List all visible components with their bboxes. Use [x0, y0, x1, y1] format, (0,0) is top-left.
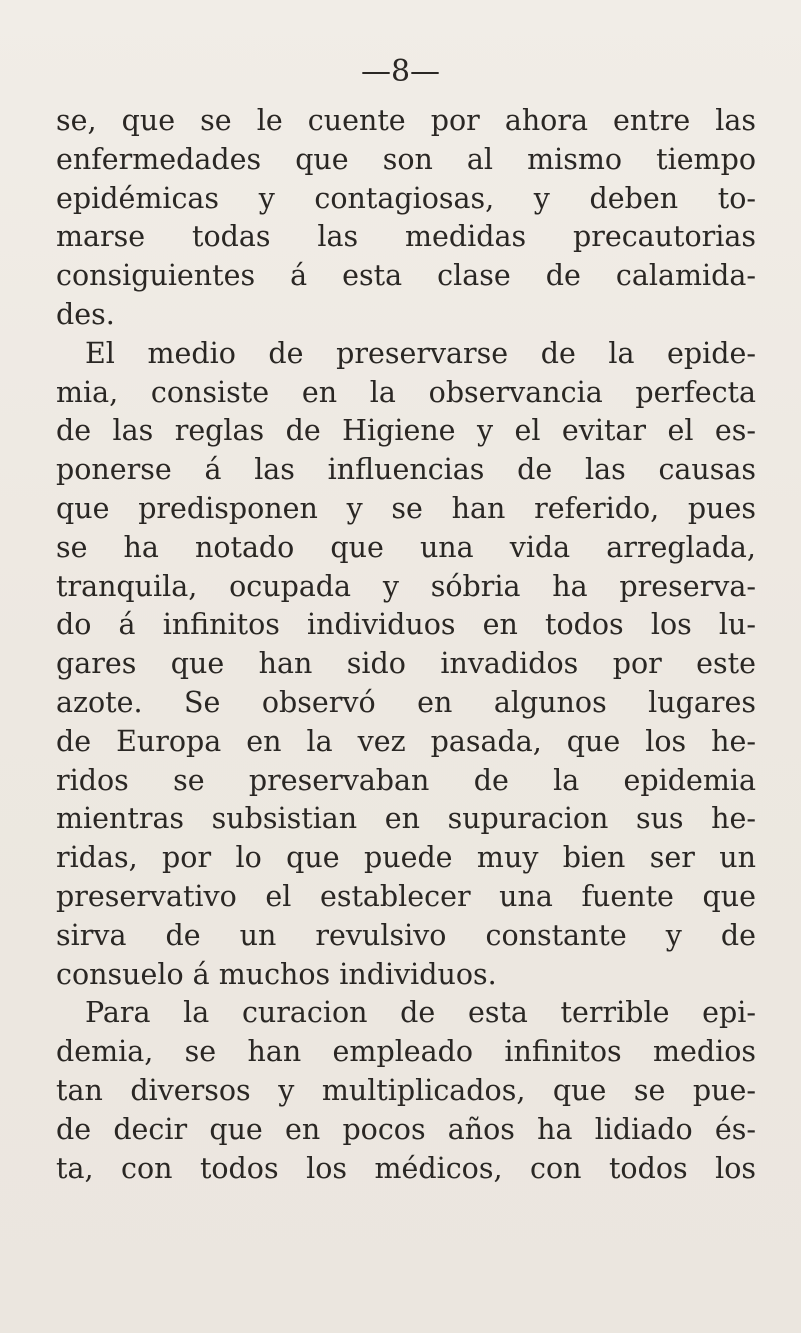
page-number: —8— [360, 54, 441, 89]
text-line: enfermedades que son al mismo tiempo [56, 142, 756, 176]
text-line: demia, se han empleado infinitos medios [56, 1035, 756, 1069]
text-line: azote. Se observó en algunos lugares [56, 685, 756, 719]
text-line: gares que han sido invadidos por este [56, 647, 756, 681]
text-line: ponerse á las influencias de las causas [56, 453, 756, 487]
paragraph-start-line: El medio de preservarse de la epide- [85, 336, 756, 370]
text-line: epidémicas y contagiosas, y deben to- [56, 181, 756, 215]
body-text [56, 102, 756, 1188]
text-line: preservativo el establecer una fuente que [56, 879, 756, 913]
text-line: se, que se le cuente por ahora entre las [56, 104, 756, 137]
text-line: marse todas las medidas precautorias [56, 220, 756, 254]
text-line: mia, consiste en la observancia perfecta [56, 375, 756, 409]
text-line: de decir que en pocos años ha lidiado és- [56, 1112, 756, 1146]
text-line: ta, con todos los médicos, con todos los [56, 1151, 756, 1185]
text-line: do á infinitos individuos en todos los lu- [56, 608, 756, 642]
text-line: tan diversos y multiplicados, que se pue- [56, 1073, 756, 1107]
text-line: ridas, por lo que puede muy bien ser un [56, 841, 756, 875]
text-line: que predisponen y se han referido, pues [56, 491, 756, 525]
paragraph-start-line: Para la curacion de esta terrible epi- [85, 996, 756, 1030]
text-line: des. [56, 297, 115, 331]
text-line: de Europa en la vez pasada, que los he- [56, 724, 756, 758]
text-line: mientras subsistian en supuracion sus he- [56, 802, 756, 836]
text-line: consiguientes á esta clase de calamida- [56, 259, 756, 293]
text-line: ridos se preservaban de la epidemia [56, 763, 756, 797]
text-line: tranquila, ocupada y sóbria ha preserva- [56, 569, 756, 603]
text-line: consuelo á muchos individuos. [56, 957, 497, 991]
text-line: sirva de un revulsivo constante y de [56, 918, 756, 952]
text-line: de las reglas de Higiene y el evitar el es- [56, 414, 756, 448]
text-line: se ha notado que una vida arreglada, [56, 530, 756, 564]
